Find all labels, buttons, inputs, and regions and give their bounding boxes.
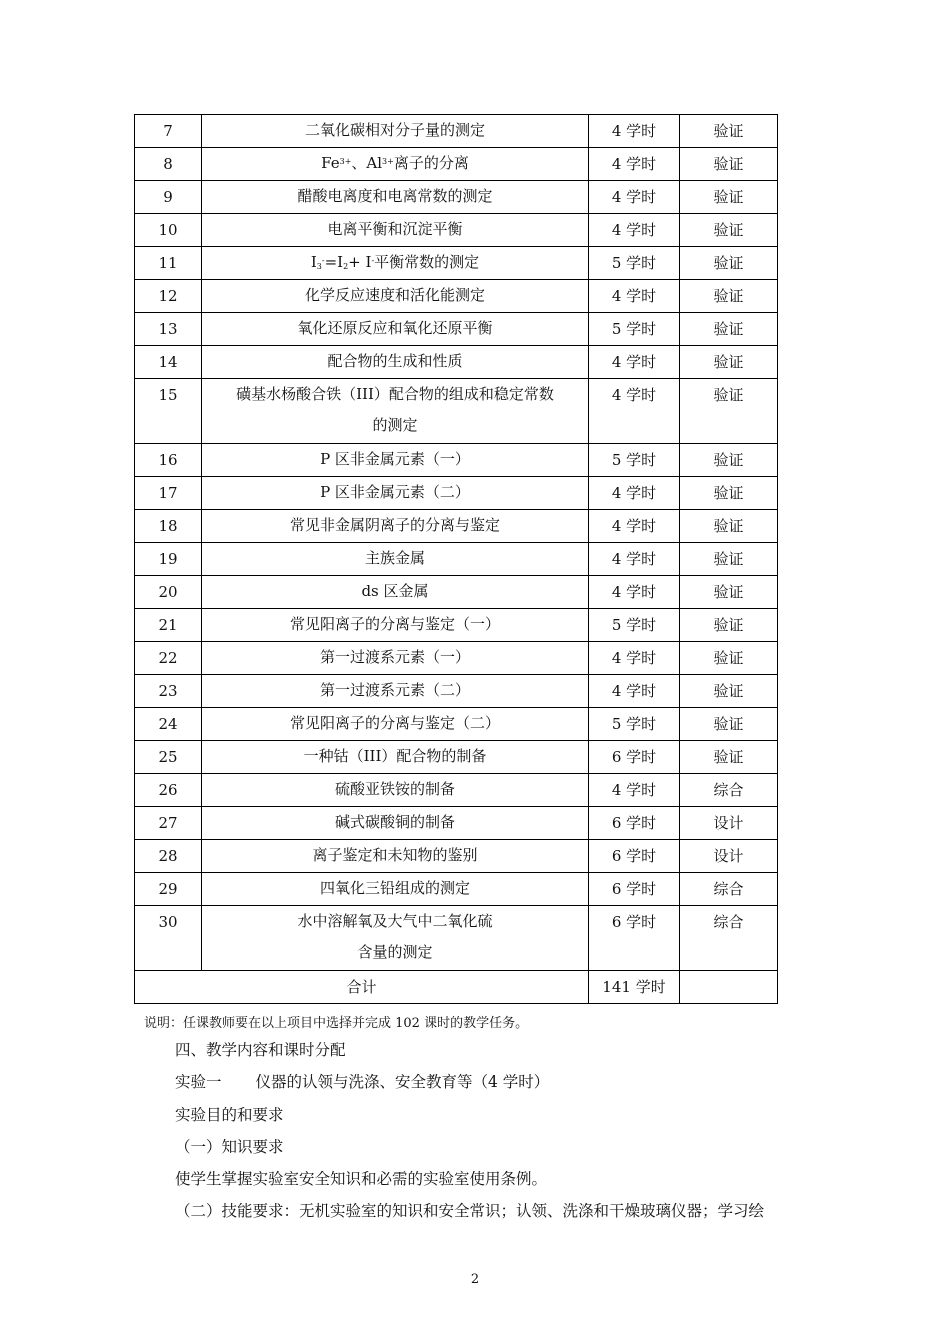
table-row (135, 379, 778, 444)
purpose-heading: 实验目的和要求 (175, 1106, 284, 1124)
type-cell: 验证 (680, 477, 778, 510)
experiment-name: 氧化还原反应和氧化还原平衡 (202, 313, 589, 346)
type-cell: 验证 (680, 609, 778, 642)
experiment-name: 电离平衡和沉淀平衡 (202, 214, 589, 247)
total-label: 合计 (135, 971, 589, 1004)
row-number: 20 (135, 576, 202, 609)
row-number: 26 (135, 774, 202, 807)
hours-cell: 4 学时 (589, 214, 680, 247)
hours-cell: 4 学时 (589, 543, 680, 576)
hours-cell: 4 学时 (589, 379, 680, 444)
experiment-name: 常见阳离子的分离与鉴定（一） (202, 609, 589, 642)
table-row (135, 675, 778, 708)
experiment-name: 醋酸电离度和电离常数的测定 (202, 181, 589, 214)
table-note: 说明：任课教师要在以上项目中选择并完成 102 课时的教学任务。 (144, 1016, 529, 1031)
row-number: 23 (135, 675, 202, 708)
row-number: 18 (135, 510, 202, 543)
type-cell: 设计 (680, 840, 778, 873)
row-number: 14 (135, 346, 202, 379)
hours-cell: 4 学时 (589, 346, 680, 379)
experiment-name: 常见非金属阴离子的分离与鉴定 (202, 510, 589, 543)
type-cell: 验证 (680, 181, 778, 214)
hours-cell: 5 学时 (589, 708, 680, 741)
row-number: 11 (135, 247, 202, 280)
table-row (135, 708, 778, 741)
hours-cell: 4 学时 (589, 642, 680, 675)
type-cell: 验证 (680, 214, 778, 247)
row-number: 8 (135, 148, 202, 181)
type-cell: 验证 (680, 510, 778, 543)
experiment-name: 二氧化碳相对分子量的测定 (202, 115, 589, 148)
experiment-label: 实验一 (175, 1073, 222, 1091)
table-row (135, 181, 778, 214)
experiment-heading (175, 1070, 549, 1092)
table-row (135, 840, 778, 873)
experiment-title: 仪器的认领与洗涤、安全教育等（4 学时） (255, 1073, 550, 1091)
table-row (135, 774, 778, 807)
table-row (135, 576, 778, 609)
type-cell: 验证 (680, 576, 778, 609)
experiment-name: 主族金属 (202, 543, 589, 576)
type-cell: 验证 (680, 148, 778, 181)
type-cell: 验证 (680, 346, 778, 379)
table-row (135, 148, 778, 181)
row-number: 17 (135, 477, 202, 510)
type-cell: 验证 (680, 642, 778, 675)
type-cell: 验证 (680, 708, 778, 741)
table-row (135, 741, 778, 774)
row-number: 25 (135, 741, 202, 774)
experiment-name: 常见阳离子的分离与鉴定（二） (202, 708, 589, 741)
experiment-name: 四氧化三铅组成的测定 (202, 873, 589, 906)
row-number: 28 (135, 840, 202, 873)
hours-cell: 4 学时 (589, 510, 680, 543)
table-row (135, 807, 778, 840)
experiment-name (202, 906, 589, 971)
experiment-table (134, 114, 778, 1004)
row-number: 19 (135, 543, 202, 576)
hours-cell: 5 学时 (589, 609, 680, 642)
table-row (135, 543, 778, 576)
table-row (135, 906, 778, 971)
section-heading: 四、教学内容和课时分配 (175, 1041, 346, 1059)
hours-cell: 6 学时 (589, 873, 680, 906)
experiment-name-line2: 含量的测定 (357, 943, 433, 961)
table-row (135, 313, 778, 346)
type-cell: 综合 (680, 774, 778, 807)
row-number: 12 (135, 280, 202, 313)
row-number: 9 (135, 181, 202, 214)
hours-cell: 4 学时 (589, 576, 680, 609)
table-row (135, 280, 778, 313)
experiment-name: P 区非金属元素（一） (202, 444, 589, 477)
hours-cell: 5 学时 (589, 313, 680, 346)
hours-cell: 4 学时 (589, 181, 680, 214)
type-cell: 验证 (680, 280, 778, 313)
row-number: 29 (135, 873, 202, 906)
table-row (135, 214, 778, 247)
row-number: 16 (135, 444, 202, 477)
table-row (135, 115, 778, 148)
total-hours: 141 学时 (589, 971, 680, 1004)
hours-cell: 6 学时 (589, 741, 680, 774)
experiment-name: 碱式碳酸铜的制备 (202, 807, 589, 840)
experiment-name: $Fe^{3+}$、$Al^{3+}$离子的分离 (202, 148, 589, 181)
experiment-name: 配合物的生成和性质 (202, 346, 589, 379)
type-cell: 验证 (680, 115, 778, 148)
table-row (135, 247, 778, 280)
experiment-name: 第一过渡系元素（二） (202, 675, 589, 708)
experiment-name-line2: 的测定 (372, 416, 418, 434)
hours-cell: 6 学时 (589, 807, 680, 840)
experiment-name: 第一过渡系元素（一） (202, 642, 589, 675)
experiment-name: 化学反应速度和活化能测定 (202, 280, 589, 313)
row-number: 24 (135, 708, 202, 741)
hours-cell: 4 学时 (589, 477, 680, 510)
type-cell: 验证 (680, 379, 778, 444)
type-cell: 验证 (680, 675, 778, 708)
experiment-name: ds 区金属 (202, 576, 589, 609)
experiment-name-line1: 磺基水杨酸合铁（III）配合物的组成和稳定常数 (236, 385, 554, 403)
row-number: 21 (135, 609, 202, 642)
row-number: 7 (135, 115, 202, 148)
experiment-name: 一种钴（III）配合物的制备 (202, 741, 589, 774)
type-cell: 验证 (680, 543, 778, 576)
hours-cell: 6 学时 (589, 906, 680, 971)
row-number: 10 (135, 214, 202, 247)
type-cell: 综合 (680, 906, 778, 971)
hours-cell: 4 学时 (589, 675, 680, 708)
type-cell: 验证 (680, 247, 778, 280)
type-cell: 验证 (680, 741, 778, 774)
experiment-name: P 区非金属元素（二） (202, 477, 589, 510)
experiment-name: 硫酸亚铁铵的制备 (202, 774, 589, 807)
row-number: 13 (135, 313, 202, 346)
table-row (135, 444, 778, 477)
row-number: 30 (135, 906, 202, 971)
table-row (135, 346, 778, 379)
hours-cell: 6 学时 (589, 840, 680, 873)
row-number: 22 (135, 642, 202, 675)
knowledge-heading: （一）知识要求 (175, 1138, 284, 1156)
type-cell: 设计 (680, 807, 778, 840)
hours-cell: 4 学时 (589, 280, 680, 313)
knowledge-text: 使学生掌握实验室安全知识和必需的实验室使用条例。 (175, 1170, 548, 1188)
total-empty (680, 971, 778, 1004)
row-number: 27 (135, 807, 202, 840)
row-number: 15 (135, 379, 202, 444)
table-row (135, 609, 778, 642)
type-cell: 验证 (680, 313, 778, 346)
page-number: 2 (470, 1272, 480, 1287)
experiment-name: $I_3^-=I_2+ I^-$平衡常数的测定 (202, 247, 589, 280)
skill-text: （二）技能要求：无机实验室的知识和安全常识；认领、洗涤和干燥玻璃仪器；学习绘 (175, 1202, 765, 1220)
experiment-name (202, 379, 589, 444)
type-cell: 验证 (680, 444, 778, 477)
hours-cell: 4 学时 (589, 774, 680, 807)
experiment-name-line1: 水中溶解氧及大气中二氧化硫 (297, 912, 493, 930)
table-row (135, 642, 778, 675)
table-row (135, 477, 778, 510)
hours-cell: 4 学时 (589, 115, 680, 148)
table-row (135, 510, 778, 543)
table-row (135, 873, 778, 906)
type-cell: 综合 (680, 873, 778, 906)
table-total-row (135, 971, 778, 1004)
hours-cell: 5 学时 (589, 444, 680, 477)
hours-cell: 4 学时 (589, 148, 680, 181)
experiment-name: 离子鉴定和未知物的鉴别 (202, 840, 589, 873)
hours-cell: 5 学时 (589, 247, 680, 280)
